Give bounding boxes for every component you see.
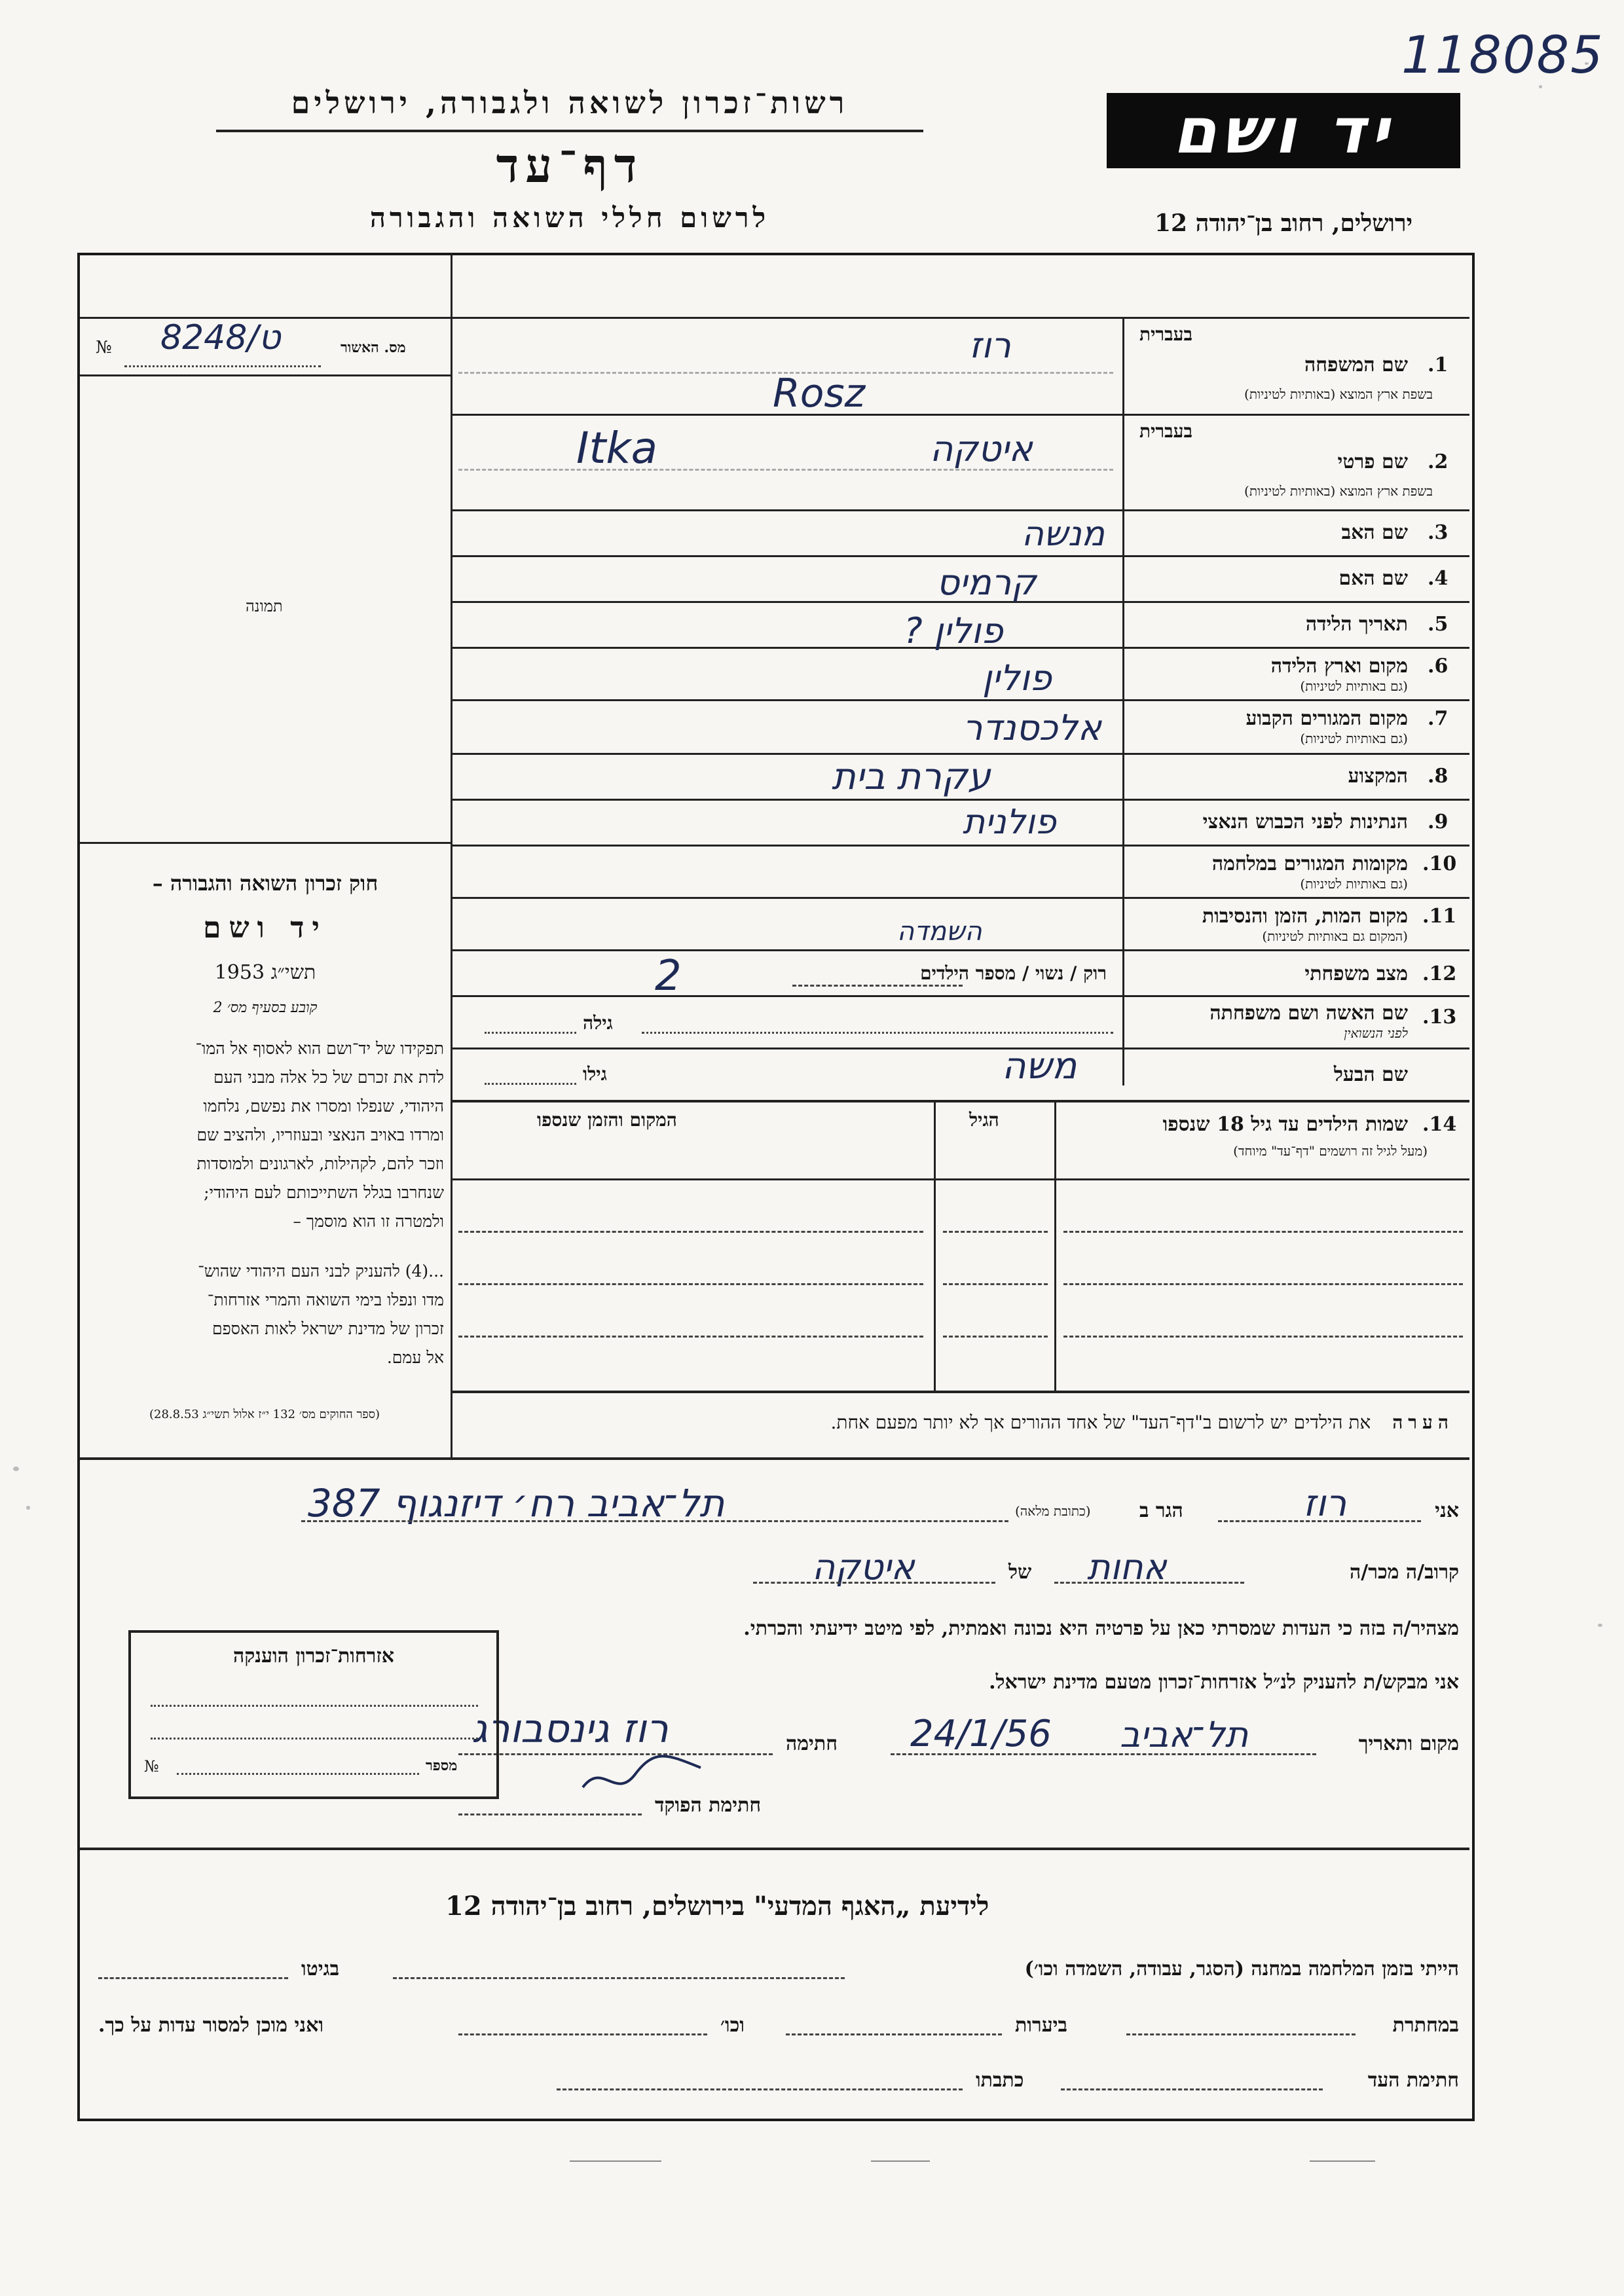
husband-age-label: גילו — [583, 1063, 607, 1085]
law-text-2: ...(4) להעניק לבני העם היהודי שהוש־ מדו ונפלו בימי השואה והמרי אזרחות־ זכרון של מדינת ישראל לאות האספם אל עמם. — [198, 1262, 444, 1367]
bottom-address-label: כתבתו — [976, 2069, 1024, 2092]
field-5-value: פולין ? — [904, 610, 1003, 651]
field-4-label: שם האם — [1338, 567, 1408, 590]
field-5-label: תאריך הלידה — [1305, 613, 1408, 636]
field-2-hebrew-tag: בעברית — [1139, 420, 1193, 442]
law-title-yadvashem: יד ושם — [203, 911, 327, 945]
authority-name: רשות־זכרון לשואה ולגבורה, ירושלים — [291, 85, 849, 120]
field-3-number: 3. — [1428, 521, 1449, 544]
field-3-value: מנשה — [1022, 515, 1105, 554]
field-11-label: מקום המות, הזמן והנסיבות — [1202, 905, 1408, 928]
decl-full-address: (כתובת מלאה) — [1015, 1503, 1091, 1519]
bottom-title: לידיעת „האגף המדעי" בירושלים, רחוב בן־יהודה 12 — [445, 1891, 989, 1922]
field-7-sub: (גם באותיות לטיניות) — [1300, 731, 1408, 746]
field-2-label: שם פרטי — [1337, 450, 1408, 473]
husband-label: שם הבעל — [1333, 1063, 1408, 1086]
logo-text: יד ושם — [1173, 94, 1394, 168]
document-subtitle: לרשום חללי השואה והגבורה — [369, 202, 770, 234]
decl-signature-value: רוז גינסבורג — [471, 1706, 669, 1752]
logo — [1107, 93, 1460, 168]
note-body: את הילדים יש לרשום ב"דף־העד" של אחד ההורים אך לא יותר מפעם אחת. — [830, 1412, 1371, 1433]
field-13-sub: לפני הנשואין — [1344, 1025, 1408, 1041]
field-5-number: 5. — [1428, 613, 1449, 636]
field-10-sub: (גם באותיות לטיניות) — [1300, 876, 1408, 892]
field-1-number: 1. — [1428, 354, 1449, 376]
officer-signature-label: חתימת הפוקד — [655, 1794, 762, 1817]
decl-of: של — [1008, 1561, 1032, 1584]
field-4-number: 4. — [1428, 567, 1449, 590]
field-12-extra: רוק / נשוי / מספר הילדים — [920, 962, 1107, 984]
archive-number: 118085 — [1401, 26, 1604, 85]
field-8-number: 8. — [1428, 765, 1449, 788]
field-11-value: השמדה — [897, 917, 982, 947]
citizenship-box — [128, 1630, 499, 1799]
field-9-value: פולנית — [963, 803, 1056, 842]
field-8-value: עקרת בית — [832, 756, 991, 798]
field-1-sub: בשפת ארץ המוצא (באותיות לטיניות) — [1244, 386, 1433, 402]
photo-label: תמונה — [246, 597, 283, 615]
field-1-value-latin: Rosz — [773, 371, 866, 416]
decl-statement-2: אני מבקש/ת להעניק לנ״ל אזרחות־זכרון מטעם מדינת ישראל. — [989, 1671, 1459, 1694]
field-11-number: 11. — [1422, 905, 1457, 928]
field-10-label: מקומות המגורים במלחמה — [1211, 852, 1408, 875]
field-9-number: 9. — [1428, 811, 1449, 833]
children-names-header: שמות הילדים עד גיל 18 שנספו — [1162, 1113, 1408, 1136]
field-6-value: פולין — [982, 657, 1052, 699]
field-6-number: 6. — [1428, 655, 1449, 678]
approval-no-sign: № — [96, 338, 112, 357]
bottom-forests-label: ביערות — [1015, 2014, 1068, 2037]
note-text — [458, 1412, 1454, 1434]
field-12-label: מצב משפחתי — [1304, 962, 1408, 985]
decl-statement-1: מצהיר/ה בזה כי העדות שמסרתי כאן על פרטיה היא נכונה ואמתית, לפי מיטב ידיעתי והכרתי. — [743, 1617, 1459, 1640]
field-10-number: 10. — [1422, 852, 1457, 875]
decl-of-value: איטקה — [812, 1546, 915, 1588]
decl-relation-value: אחות — [1087, 1546, 1167, 1588]
citizenship-box-number: מספר — [426, 1757, 458, 1774]
field-2-number: 2. — [1428, 450, 1449, 473]
bottom-underground-label: במחתרת — [1392, 2014, 1459, 2037]
field-6-sub: (גם באותיות לטיניות) — [1300, 678, 1408, 694]
field-9-label: הנתינות לפני הכבוש הנאצי — [1202, 811, 1408, 833]
field-7-number: 7. — [1428, 707, 1449, 730]
field-7-value: אלכסנדר — [963, 707, 1101, 748]
field-13-number: 13. — [1422, 1006, 1457, 1029]
law-text-1: תפקידו של יד־ושם הוא לאסוף אל המו־ לדת את זכרם של כל אלה מבני העם היהודי, שנפלו ומסרו את נפשם, נלחמו ומרדו באויב הנאצי ובעוזריו, ולהציב שם וזכר להם, לקהילות, לארגונים ולמוסדות שנחרבו בגלל השתייכותם לעם היהודי; ולמטרה זו הוא מוסמך – — [195, 1039, 444, 1231]
note-title: הערה — [1392, 1412, 1454, 1433]
decl-place-value: תל־אביב — [1120, 1714, 1249, 1755]
law-year: תשי״ג 1953 — [214, 961, 316, 984]
field-4-value: קרמיס — [936, 562, 1037, 603]
field-2-value: איטקה — [930, 428, 1033, 469]
field-6-label: מקום וארץ הלידה — [1270, 655, 1408, 678]
field-11-sub: (המקום גם באותיות לטיניות) — [1262, 928, 1408, 944]
field-12-value: 2 — [655, 952, 682, 1000]
field-12-number: 12. — [1422, 962, 1457, 985]
decl-address-value: תל־אביב רח׳ דיזנגוף 387 — [308, 1481, 725, 1525]
children-place-header: המקום והזמן שנספו — [537, 1109, 677, 1131]
children-names-sub: (מעל לגיל זה רושמים "דף־עד" מיוחד) — [1233, 1143, 1428, 1159]
field-1-label: שם המשפחה — [1304, 354, 1408, 376]
decl-signature-label: חתימה — [786, 1732, 838, 1755]
decl-resident: הגר ב — [1139, 1499, 1183, 1522]
field-3-label: שם האב — [1341, 521, 1408, 544]
field-2-sub: בשפת ארץ המוצא (באותיות לטיניות) — [1244, 483, 1433, 499]
bottom-testimony-label: ואני מוכן למסור עדות על כך. — [98, 2014, 324, 2037]
citizenship-box-no-sign: № — [144, 1757, 159, 1776]
field-1-value: רוז — [969, 325, 1011, 366]
decl-relative: קרוב/ה מכר/ה — [1350, 1561, 1459, 1584]
children-number: 14. — [1422, 1113, 1457, 1136]
field-7-label: מקום המגורים הקבוע — [1246, 707, 1408, 730]
law-source: (ספר החוקים מס׳ 132 י״ז אלול תשי״ג 28.8.53) — [149, 1408, 380, 1421]
field-13-label: שם האשה ושם משפחתה — [1209, 1002, 1408, 1025]
citizenship-box-title: אזרחות־זכרון הוענקה — [232, 1645, 395, 1667]
husband-value: משה — [1002, 1045, 1077, 1087]
approval-number: 8248/ט — [160, 318, 281, 357]
decl-ani: אני — [1435, 1499, 1459, 1522]
approval-label: מס. האשור — [341, 339, 406, 356]
document-title: דף־עד — [496, 137, 644, 193]
law-clause: קובע בסעיף מס׳ 2 — [213, 1000, 318, 1016]
bottom-camp-label: הייתי בזמן המלחמה במחנה (הסגר, עבודה, השמדה וכו׳) — [1024, 1958, 1459, 1980]
bottom-etc-label: וכו׳ — [720, 2014, 745, 2037]
bottom-witness-signature-label: חתימת העד — [1367, 2069, 1459, 2092]
field-1-hebrew-tag: בעברית — [1139, 323, 1193, 345]
decl-name-value: רוז — [1303, 1482, 1347, 1525]
field-13-age-label: גילה — [583, 1012, 613, 1034]
bottom-ghetto-label: בגיטו — [301, 1958, 340, 1980]
field-8-label: המקצוע — [1348, 765, 1408, 788]
decl-date-value: 24/1/56 — [910, 1713, 1052, 1755]
decl-place-date-label: מקום ותאריך — [1358, 1732, 1459, 1755]
children-age-header: הגיל — [969, 1109, 999, 1131]
law-title: חוק זכרון השואה והגבורה – — [152, 871, 378, 896]
field-2-value-latin: Itka — [576, 423, 658, 473]
header-address: ירושלים, רחוב בן־יהודה 12 — [1154, 210, 1413, 237]
